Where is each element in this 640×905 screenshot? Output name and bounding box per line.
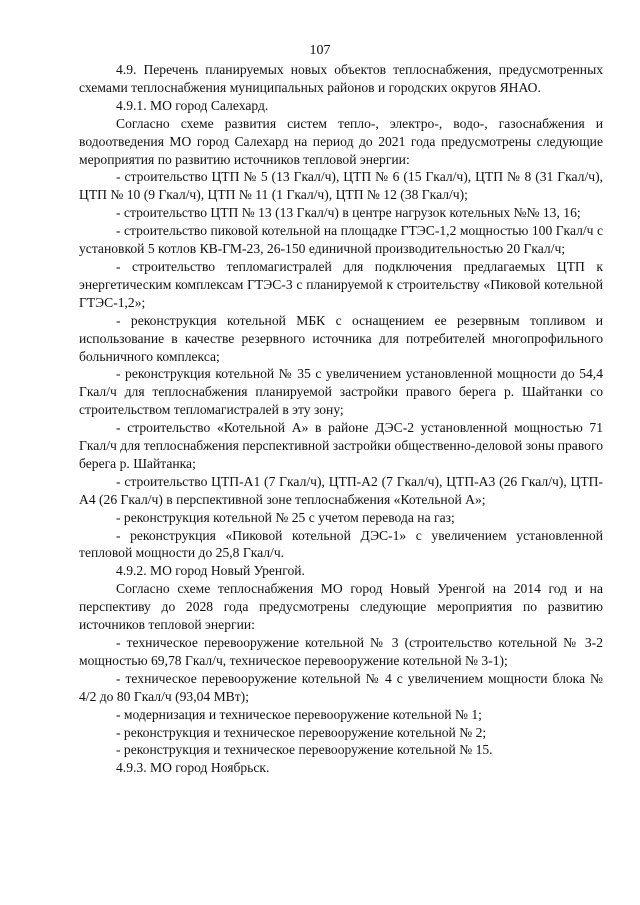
list-item: - строительство ЦТП № 5 (13 Гкал/ч), ЦТП № 6 (15 Гкал/ч), ЦТП № 8 (31 Гкал/ч), ЦТП № 10 (9 Гкал/ч), ЦТП № 11 (1 Гкал/ч), ЦТП № 12 (38 Гкал/ч); bbox=[79, 169, 603, 203]
list-item: - реконструкция котельной № 25 с учетом перевода на газ; bbox=[116, 509, 455, 525]
intro-paragraph-novy-urengoy: Согласно схеме теплоснабжения МО город Новый Уренгой на 2014 год и на перспективу до 2028 года предусмотрены следующие мероприятия по развитию источников тепловой энергии: bbox=[79, 581, 603, 633]
section-heading-4-9: 4.9. Перечень планируемых новых объектов теплоснабжения, предусмотренных схемами теплоснабжения муниципальных районов и городских округов ЯНАО. bbox=[79, 62, 603, 95]
list-item: - реконструкция и техническое перевооружение котельной № 15. bbox=[116, 742, 493, 758]
list-item: - реконструкция и техническое перевооружение котельной № 2; bbox=[116, 724, 487, 740]
list-item: - строительство ЦТП № 13 (13 Гкал/ч) в центре нагрузок котельных №№ 13, 16; bbox=[116, 205, 581, 221]
list-item: - техническое перевооружение котельной № 4 с увеличением мощности блока № 4/2 до 80 Гкал/ч (93,04 МВт); bbox=[79, 670, 603, 704]
subsection-heading-salekhard: 4.9.1. МО город Салехард. bbox=[116, 97, 269, 113]
list-item: - модернизация и техническое перевооружение котельной № 1; bbox=[116, 706, 482, 722]
list-item: - реконструкция котельной МБК с оснащением ее резервным топливом и использование в качестве резервного источника для потребителей многопрофильного больничного комплекса; bbox=[79, 312, 603, 364]
list-item: - строительство тепломагистралей для подключения предлагаемых ЦТП к энергетическим комплексам ГТЭС-3 с планируемой к строительству «Пиковой котельной ГТЭС-1,2»; bbox=[79, 258, 603, 310]
page-number: 107 bbox=[309, 43, 331, 58]
list-item: - реконструкция котельной № 35 с увеличением установленной мощности до 54,4 Гкал/ч для теплоснабжения планируемой застройки правого берега р. Шайтанки со строительством тепломагистралей в эту зону; bbox=[79, 366, 603, 418]
list-item: - реконструкция «Пиковой котельной ДЭС-1» с увеличением установленной тепловой мощности до 25,8 Гкал/ч. bbox=[79, 527, 603, 561]
intro-paragraph-salekhard: Согласно схеме развития систем тепло-, электро-, водо-, газоснабжения и водоотведения МО город Салехард на период до 2021 года предусмотрены следующие мероприятия по развитию источников тепловой энергии: bbox=[79, 115, 603, 167]
list-item: - строительство «Котельной А» в районе ДЭС-2 установленной мощностью 71 Гкал/ч для теплоснабжения перспективной застройки общественно-деловой зоны правого берега р. Шайтанка; bbox=[79, 420, 603, 471]
page-body bbox=[79, 61, 603, 777]
list-item: - техническое перевооружение котельной № 3 (строительство котельной № 3-2 мощностью 69,78 Гкал/ч, техническое перевооружение котельной № 3-1); bbox=[79, 635, 603, 668]
list-item: - строительство пиковой котельной на площадке ГТЭС-1,2 мощностью 100 Гкал/ч с установкой 5 котлов КВ-ГМ-23, 26-150 единичной производительностью 20 Гкал/ч; bbox=[79, 223, 603, 257]
subsection-heading-novy-urengoy: 4.9.2. МО город Новый Уренгой. bbox=[116, 563, 305, 579]
subsection-heading-noyabrsk: 4.9.3. МО город Ноябрьск. bbox=[116, 760, 270, 776]
list-item: - строительство ЦТП-А1 (7 Гкал/ч), ЦТП-А2 (7 Гкал/ч), ЦТП-А3 (26 Гкал/ч), ЦТП-А4 (26 Гкал/ч) в перспективной зоне теплоснабжения «Котельной А»; bbox=[79, 473, 603, 507]
